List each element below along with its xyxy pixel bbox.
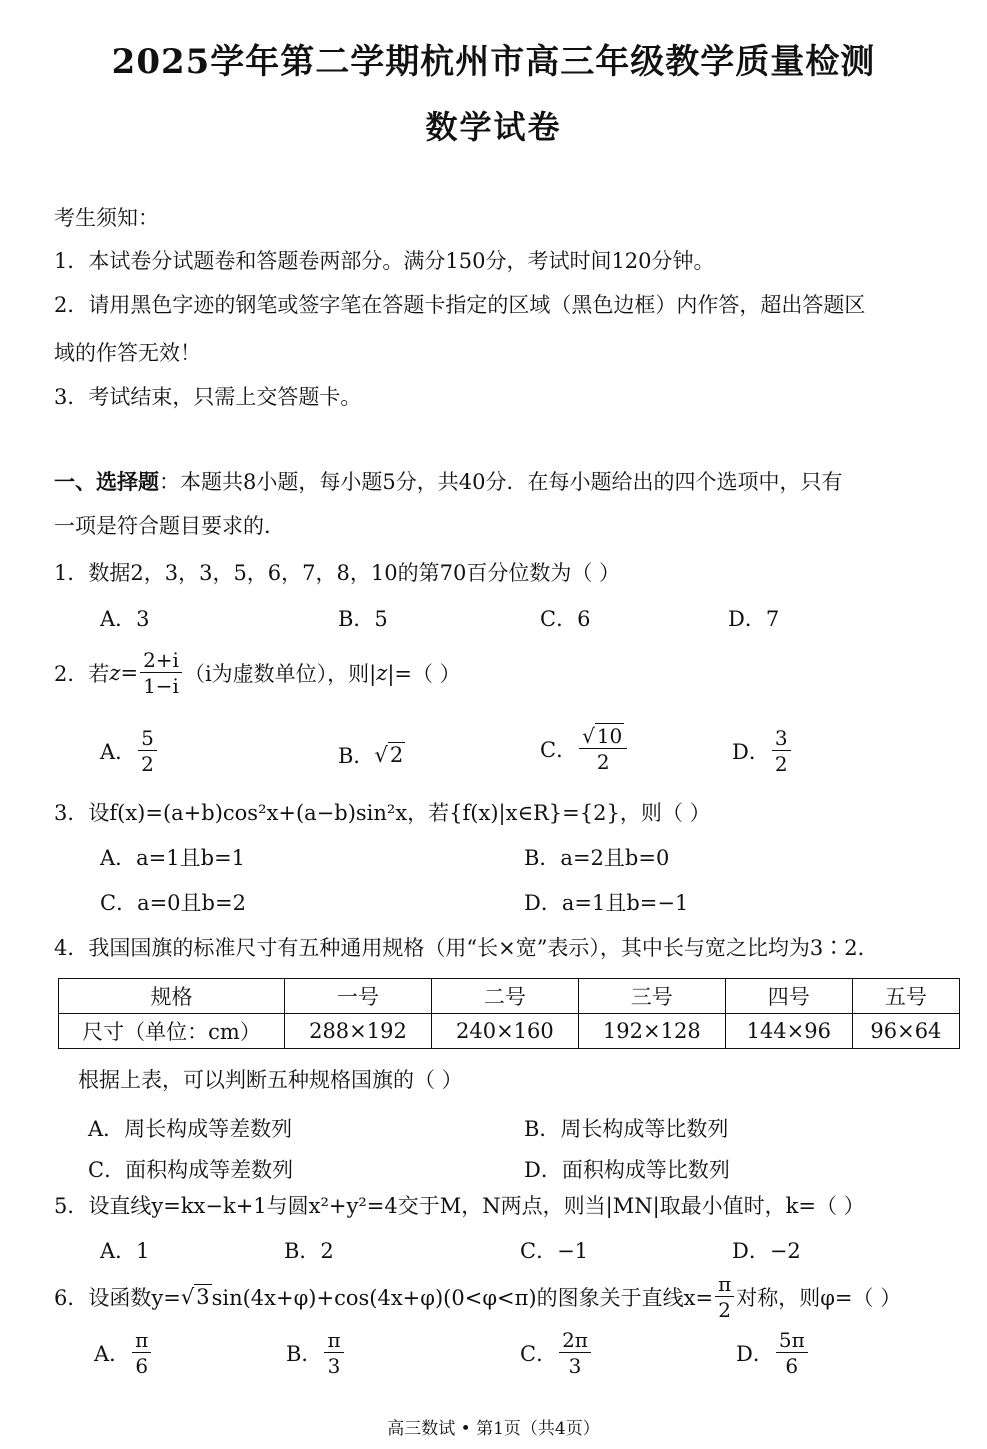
table-cell: 288×192 xyxy=(285,1014,432,1049)
question-6-option-d-fraction xyxy=(776,1330,808,1376)
question-2-denominator: 1−i xyxy=(143,674,179,698)
question-5-option-a: A．1 xyxy=(100,1239,150,1263)
question-2-option-d-den: 2 xyxy=(774,752,788,776)
notice-item-2-cont: 域的作答无效！ xyxy=(54,341,201,365)
question-5-stem: 5．设直线y=kx−k+1与圆x²+y²=4交于M，N两点，则当|MN|取最小值时，k=（ ） xyxy=(54,1194,865,1218)
notice-heading: 考生须知： xyxy=(54,206,159,230)
question-2-option-b-label: B． xyxy=(338,744,375,768)
question-6-fraction xyxy=(715,1274,734,1320)
question-2-end: |=（ ） xyxy=(387,662,461,686)
question-6-option-d-den: 6 xyxy=(785,1354,799,1378)
question-2-fraction xyxy=(140,650,182,696)
table-header-cell: 四号 xyxy=(725,979,852,1014)
question-3-option-b: B．a=2且b=0 xyxy=(524,846,670,870)
question-2-option-c-den: 2 xyxy=(596,750,610,774)
question-3-option-d: D．a=1且b=−1 xyxy=(524,891,689,915)
question-4-option-a: A．周长构成等差数列 xyxy=(88,1117,293,1141)
question-2-option-c xyxy=(540,726,629,772)
question-6-radicand: 3 xyxy=(196,1285,210,1309)
question-6-option-b xyxy=(286,1330,346,1376)
question-6-option-c-num: 2π xyxy=(559,1330,591,1353)
question-2-option-d-label: D． xyxy=(732,740,770,764)
flag-size-table xyxy=(58,978,960,1049)
question-2-option-d-num: 3 xyxy=(772,728,791,751)
table-cell: 192×128 xyxy=(578,1014,725,1049)
question-2-option-b-sqrt: √2 xyxy=(374,743,404,767)
question-5-option-d: D．−2 xyxy=(732,1239,801,1263)
question-4-stem: 4．我国国旗的标准尺寸有五种通用规格（用“长×宽”表示），其中长与宽之比均为3∶2． xyxy=(54,936,879,960)
question-3-option-a: A．a=1且b=1 xyxy=(100,846,246,870)
question-6-option-a-num: π xyxy=(132,1330,151,1353)
question-6-option-d-label: D． xyxy=(736,1342,774,1366)
question-2-option-c-label: C． xyxy=(540,738,578,762)
question-4-option-d: D．面积构成等比数列 xyxy=(524,1158,730,1182)
notice-item-3: 3．考试结束，只需上交答题卡。 xyxy=(54,385,362,409)
page-subtitle: 数学试卷 xyxy=(425,108,562,146)
table-header-cell: 二号 xyxy=(431,979,578,1014)
question-2-option-a-den: 2 xyxy=(141,752,154,776)
question-6-stem-pre: 6．设函数y= xyxy=(54,1286,181,1310)
table-row xyxy=(59,1014,960,1049)
question-1-option-a: A．3 xyxy=(100,607,150,631)
question-1-option-b: B．5 xyxy=(338,607,388,631)
question-2-var-z-abs: z xyxy=(376,661,388,685)
question-2-option-c-fraction xyxy=(579,726,627,772)
question-6-option-d xyxy=(736,1330,810,1376)
question-5-option-c: C．−1 xyxy=(520,1239,589,1263)
question-6-option-a-fraction xyxy=(132,1330,151,1376)
question-4-option-c: C．面积构成等差数列 xyxy=(88,1158,294,1182)
question-6-option-a-label: A． xyxy=(94,1342,131,1366)
question-6-stem-post: 对称，则φ=（ ） xyxy=(736,1286,902,1310)
question-6-option-b-den: 3 xyxy=(327,1354,341,1378)
question-1-option-d: D．7 xyxy=(728,607,780,631)
section-1-label: 一、选择题 xyxy=(54,469,159,494)
question-2-option-a xyxy=(100,728,159,774)
notice-item-2: 2．请用黑色字迹的钢笔或签字笔在答题卡指定的区域（黑色边框）内作答，超出答题区 xyxy=(54,293,866,317)
question-6-frac-num: π xyxy=(715,1274,734,1297)
table-header-row xyxy=(59,979,960,1014)
table-header-cell: 规格 xyxy=(59,979,285,1014)
question-2-option-d-fraction xyxy=(772,728,791,774)
question-6-frac-den: 2 xyxy=(718,1298,731,1322)
question-3-option-c: C．a=0且b=2 xyxy=(100,891,246,915)
question-2-option-a-fraction xyxy=(138,728,157,774)
table-cell: 尺寸（单位：cm） xyxy=(59,1014,285,1049)
question-2-option-b xyxy=(338,740,405,770)
question-1-stem: 1．数据2，3，3，5，6，7，8，10的第70百分位数为（ ） xyxy=(54,561,621,585)
question-2-var-z: z xyxy=(109,661,121,685)
section-1-desc: ：本题共8小题，每小题5分，共40分．在每小题给出的四个选项中，只有 xyxy=(159,470,843,494)
question-2-suffix: （i为虚数单位），则| xyxy=(183,662,377,686)
question-6-option-c xyxy=(520,1330,593,1376)
question-6-option-a xyxy=(94,1330,153,1376)
question-2-option-c-radicand: 10 xyxy=(596,724,623,748)
question-6-sqrt: √3 xyxy=(180,1285,210,1309)
question-6-option-d-num: 5π xyxy=(776,1330,808,1353)
question-2-stem xyxy=(54,650,461,696)
table-header-cell: 五号 xyxy=(852,979,959,1014)
question-6-stem-mid: sin(4x+φ)+cos(4x+φ)(0<φ<π)的图象关于直线x= xyxy=(211,1286,714,1310)
table-header-cell: 一号 xyxy=(285,979,432,1014)
table-cell: 96×64 xyxy=(852,1014,959,1049)
question-3-stem: 3．设f(x)=(a+b)cos²x+(a−b)sin²x，若{f(x)|x∈R}={2}，则（ ） xyxy=(54,801,711,825)
question-4-option-b: B．周长构成等比数列 xyxy=(524,1117,729,1141)
question-6-stem xyxy=(54,1274,901,1320)
section-1-heading xyxy=(54,466,842,496)
question-6-option-b-num: π xyxy=(324,1330,343,1353)
page-footer: 高三数试 • 第1页（共4页） xyxy=(387,1419,600,1439)
question-2-numerator: 2+i xyxy=(140,650,182,673)
notice-item-1: 1．本试卷分试题卷和答题卷两部分。满分150分，考试时间120分钟。 xyxy=(54,249,715,273)
question-6-option-a-den: 6 xyxy=(135,1354,149,1378)
table-header-cell: 三号 xyxy=(578,979,725,1014)
question-5-option-b: B．2 xyxy=(284,1239,334,1263)
page-title: 2025学年第二学期杭州市高三年级教学质量检测 xyxy=(111,42,876,82)
question-2-option-d xyxy=(732,728,793,774)
question-6-option-b-label: B． xyxy=(286,1342,323,1366)
question-6-option-c-label: C． xyxy=(520,1342,558,1366)
question-2-option-c-num: √ 10 xyxy=(579,726,627,749)
question-2-eq: = xyxy=(120,661,139,685)
question-6-option-c-den: 3 xyxy=(568,1354,582,1378)
question-1-option-c: C．6 xyxy=(540,607,591,631)
question-2-option-a-num: 5 xyxy=(138,728,157,751)
question-4-follow: 根据上表，可以判断五种规格国旗的（ ） xyxy=(78,1068,463,1092)
question-6-option-b-fraction xyxy=(324,1330,343,1376)
table-cell: 144×96 xyxy=(725,1014,852,1049)
table-cell: 240×160 xyxy=(431,1014,578,1049)
question-6-option-c-fraction xyxy=(559,1330,591,1376)
question-2-prefix: 2．若 xyxy=(54,662,110,686)
section-1-desc-cont: 一项是符合题目要求的． xyxy=(54,514,285,538)
question-2-option-a-label: A． xyxy=(100,740,137,764)
question-2-option-b-radicand: 2 xyxy=(389,743,404,767)
